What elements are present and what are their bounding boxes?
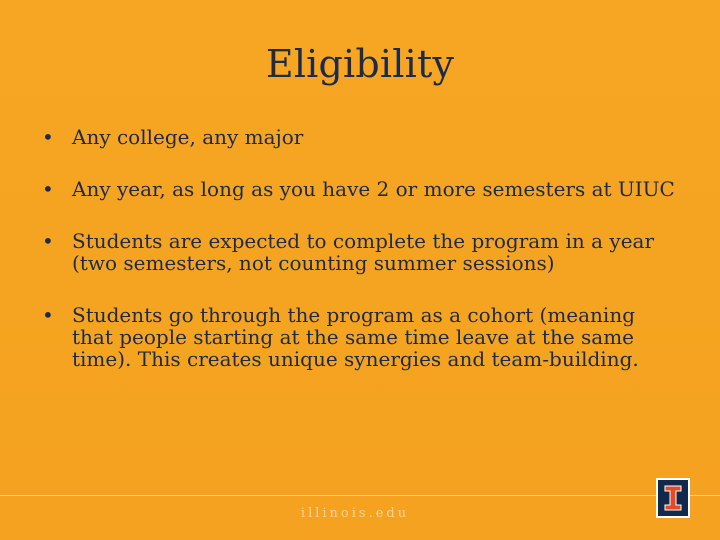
bullet-item [42, 126, 682, 148]
bullet-dot: • [42, 177, 54, 201]
bullet-item [42, 304, 682, 370]
bullet-text: Any college, any major [72, 125, 304, 149]
footer-divider [0, 495, 720, 496]
bullet-text: Students go through the program as a cohort (meaning that people starting at the same time leave at the same time). This creates unique synergies and team-building. [72, 303, 639, 371]
bullet-list [42, 126, 682, 400]
bullet-text: Students are expected to complete the program in a year (two semesters, not counting summer sessions) [72, 229, 655, 275]
illinois-block-i-logo-icon [656, 478, 690, 518]
bullet-dot: • [42, 125, 54, 149]
bullet-dot: • [42, 303, 54, 327]
bullet-item [42, 178, 682, 200]
bullet-dot: • [42, 229, 54, 253]
bullet-text: Any year, as long as you have 2 or more semesters at UIUC [72, 177, 675, 201]
footer-site-text: illinois.edu [300, 506, 410, 521]
slide-title: Eligibility [265, 42, 455, 86]
bullet-item [42, 230, 682, 274]
